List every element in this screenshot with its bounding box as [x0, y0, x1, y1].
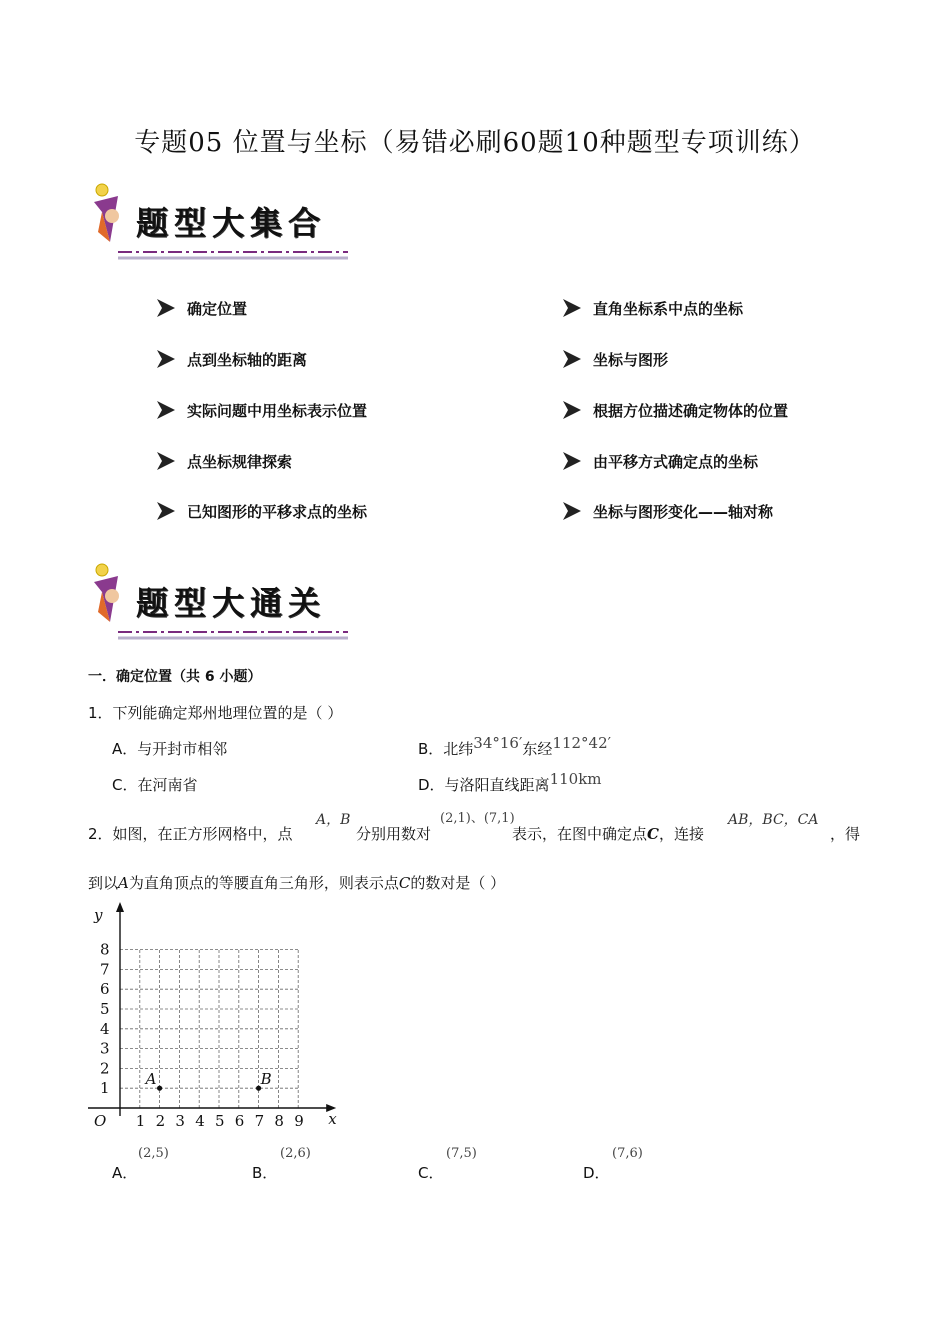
q2-text: ，得 [830, 825, 861, 843]
arrow-bullet-icon [561, 450, 583, 472]
arrow-bullet-icon [155, 399, 177, 421]
x-tick-label: 7 [254, 1112, 265, 1130]
y-tick-label: 7 [100, 960, 110, 979]
x-tick-label: 4 [195, 1112, 205, 1130]
arrow-bullet-icon [155, 500, 177, 522]
data-point-label: A [145, 1070, 157, 1089]
question-1-stem: 1．下列能确定郑州地理位置的是（ ） [88, 704, 343, 722]
q1-option-a: A．与开封市相邻 [112, 740, 228, 758]
q2-text: 表示，在图中确定点C，连接 [512, 825, 704, 843]
y-tick-label: 4 [100, 1019, 110, 1038]
y-tick-label: 8 [100, 940, 110, 959]
topic-item: 实际问题中用坐标表示位置 [155, 399, 367, 421]
x-tick-label: 2 [155, 1112, 166, 1130]
y-tick-label: 5 [100, 1000, 110, 1018]
arrow-bullet-icon [155, 450, 177, 472]
q2-option-a-label: A． [112, 1164, 138, 1182]
x-tick-label: 9 [294, 1112, 304, 1130]
y-tick-label: 3 [100, 1039, 110, 1058]
arrow-bullet-icon [561, 500, 583, 522]
topic-item: 根据方位描述确定物体的位置 [561, 399, 788, 421]
q2-option-c-label: C． [418, 1164, 444, 1182]
x-tick-label: 6 [234, 1112, 245, 1130]
banner-topic-collection [88, 182, 358, 267]
q2-segments-math: AB，BC，CA [728, 812, 819, 828]
topic-item: 坐标与图形 [561, 348, 668, 370]
topic-item: 点到坐标轴的距离 [155, 348, 307, 370]
topic-item: 坐标与图形变化——轴对称 [561, 500, 773, 522]
arrow-bullet-icon [561, 348, 583, 370]
topic-item: 直角坐标系中点的坐标 [561, 297, 743, 319]
q1-option-d: D．与洛阳直线距离110km [418, 770, 602, 794]
q2-points-math: A，B [316, 812, 351, 828]
data-point-label: B [260, 1070, 272, 1089]
topic-item: 确定位置 [155, 297, 247, 319]
arrow-bullet-icon [155, 297, 177, 319]
arrow-bullet-icon [561, 399, 583, 421]
q1-option-c: C．在河南省 [112, 776, 198, 794]
question-2-stem-line2: 到以A为直角顶点的等腰直角三角形，则表示点C的数对是（ ） [88, 874, 506, 892]
topic-item: 点坐标规律探索 [155, 450, 292, 472]
x-tick-label: 8 [274, 1112, 284, 1130]
banner-title: 题型大通关 [136, 584, 327, 622]
x-tick-label: 5 [215, 1112, 225, 1130]
q2-text: 分别用数对 [356, 825, 432, 843]
topic-item: 已知图形的平移求点的坐标 [155, 500, 367, 522]
y-tick-label: 6 [100, 980, 110, 999]
coordinate-grid-chart [80, 900, 350, 1130]
q2-option-d-label: D． [583, 1164, 610, 1182]
q2-pairs-math: (2,1)、(7,1) [440, 811, 515, 826]
x-tick-label: 1 [135, 1112, 146, 1130]
banner-title: 题型大集合 [136, 204, 327, 242]
y-tick-label: 1 [100, 1079, 110, 1098]
x-tick-label: 3 [175, 1112, 185, 1130]
question-2-stem-line1: 2．如图，在正方形网格中，点 [88, 825, 293, 843]
section-heading: 一．确定位置（共 6 小题） [88, 669, 262, 685]
arrow-bullet-icon [155, 348, 177, 370]
y-axis-label: y [94, 906, 103, 924]
banner-topic-challenge [88, 562, 358, 647]
q2-option-b-value: (2,6) [280, 1146, 311, 1161]
page-title: 专题05 位置与坐标（易错必刷60题10种题型专项训练） [134, 128, 816, 158]
arrow-bullet-icon [561, 297, 583, 319]
topic-item: 由平移方式确定点的坐标 [561, 450, 758, 472]
data-point-a [157, 1086, 162, 1091]
y-axis-arrow-icon [116, 902, 124, 912]
origin-label: O [94, 1112, 107, 1130]
q2-option-d-value: (7,6) [612, 1146, 643, 1161]
q2-option-a-value: (2,5) [138, 1146, 169, 1161]
x-axis-label: x [328, 1110, 337, 1128]
y-tick-label: 2 [100, 1059, 110, 1078]
q2-option-b-label: B． [252, 1164, 278, 1182]
q2-option-c-value: (7,5) [446, 1146, 477, 1161]
q1-option-b: B．北纬34°16′东经112°42′ [418, 734, 612, 758]
